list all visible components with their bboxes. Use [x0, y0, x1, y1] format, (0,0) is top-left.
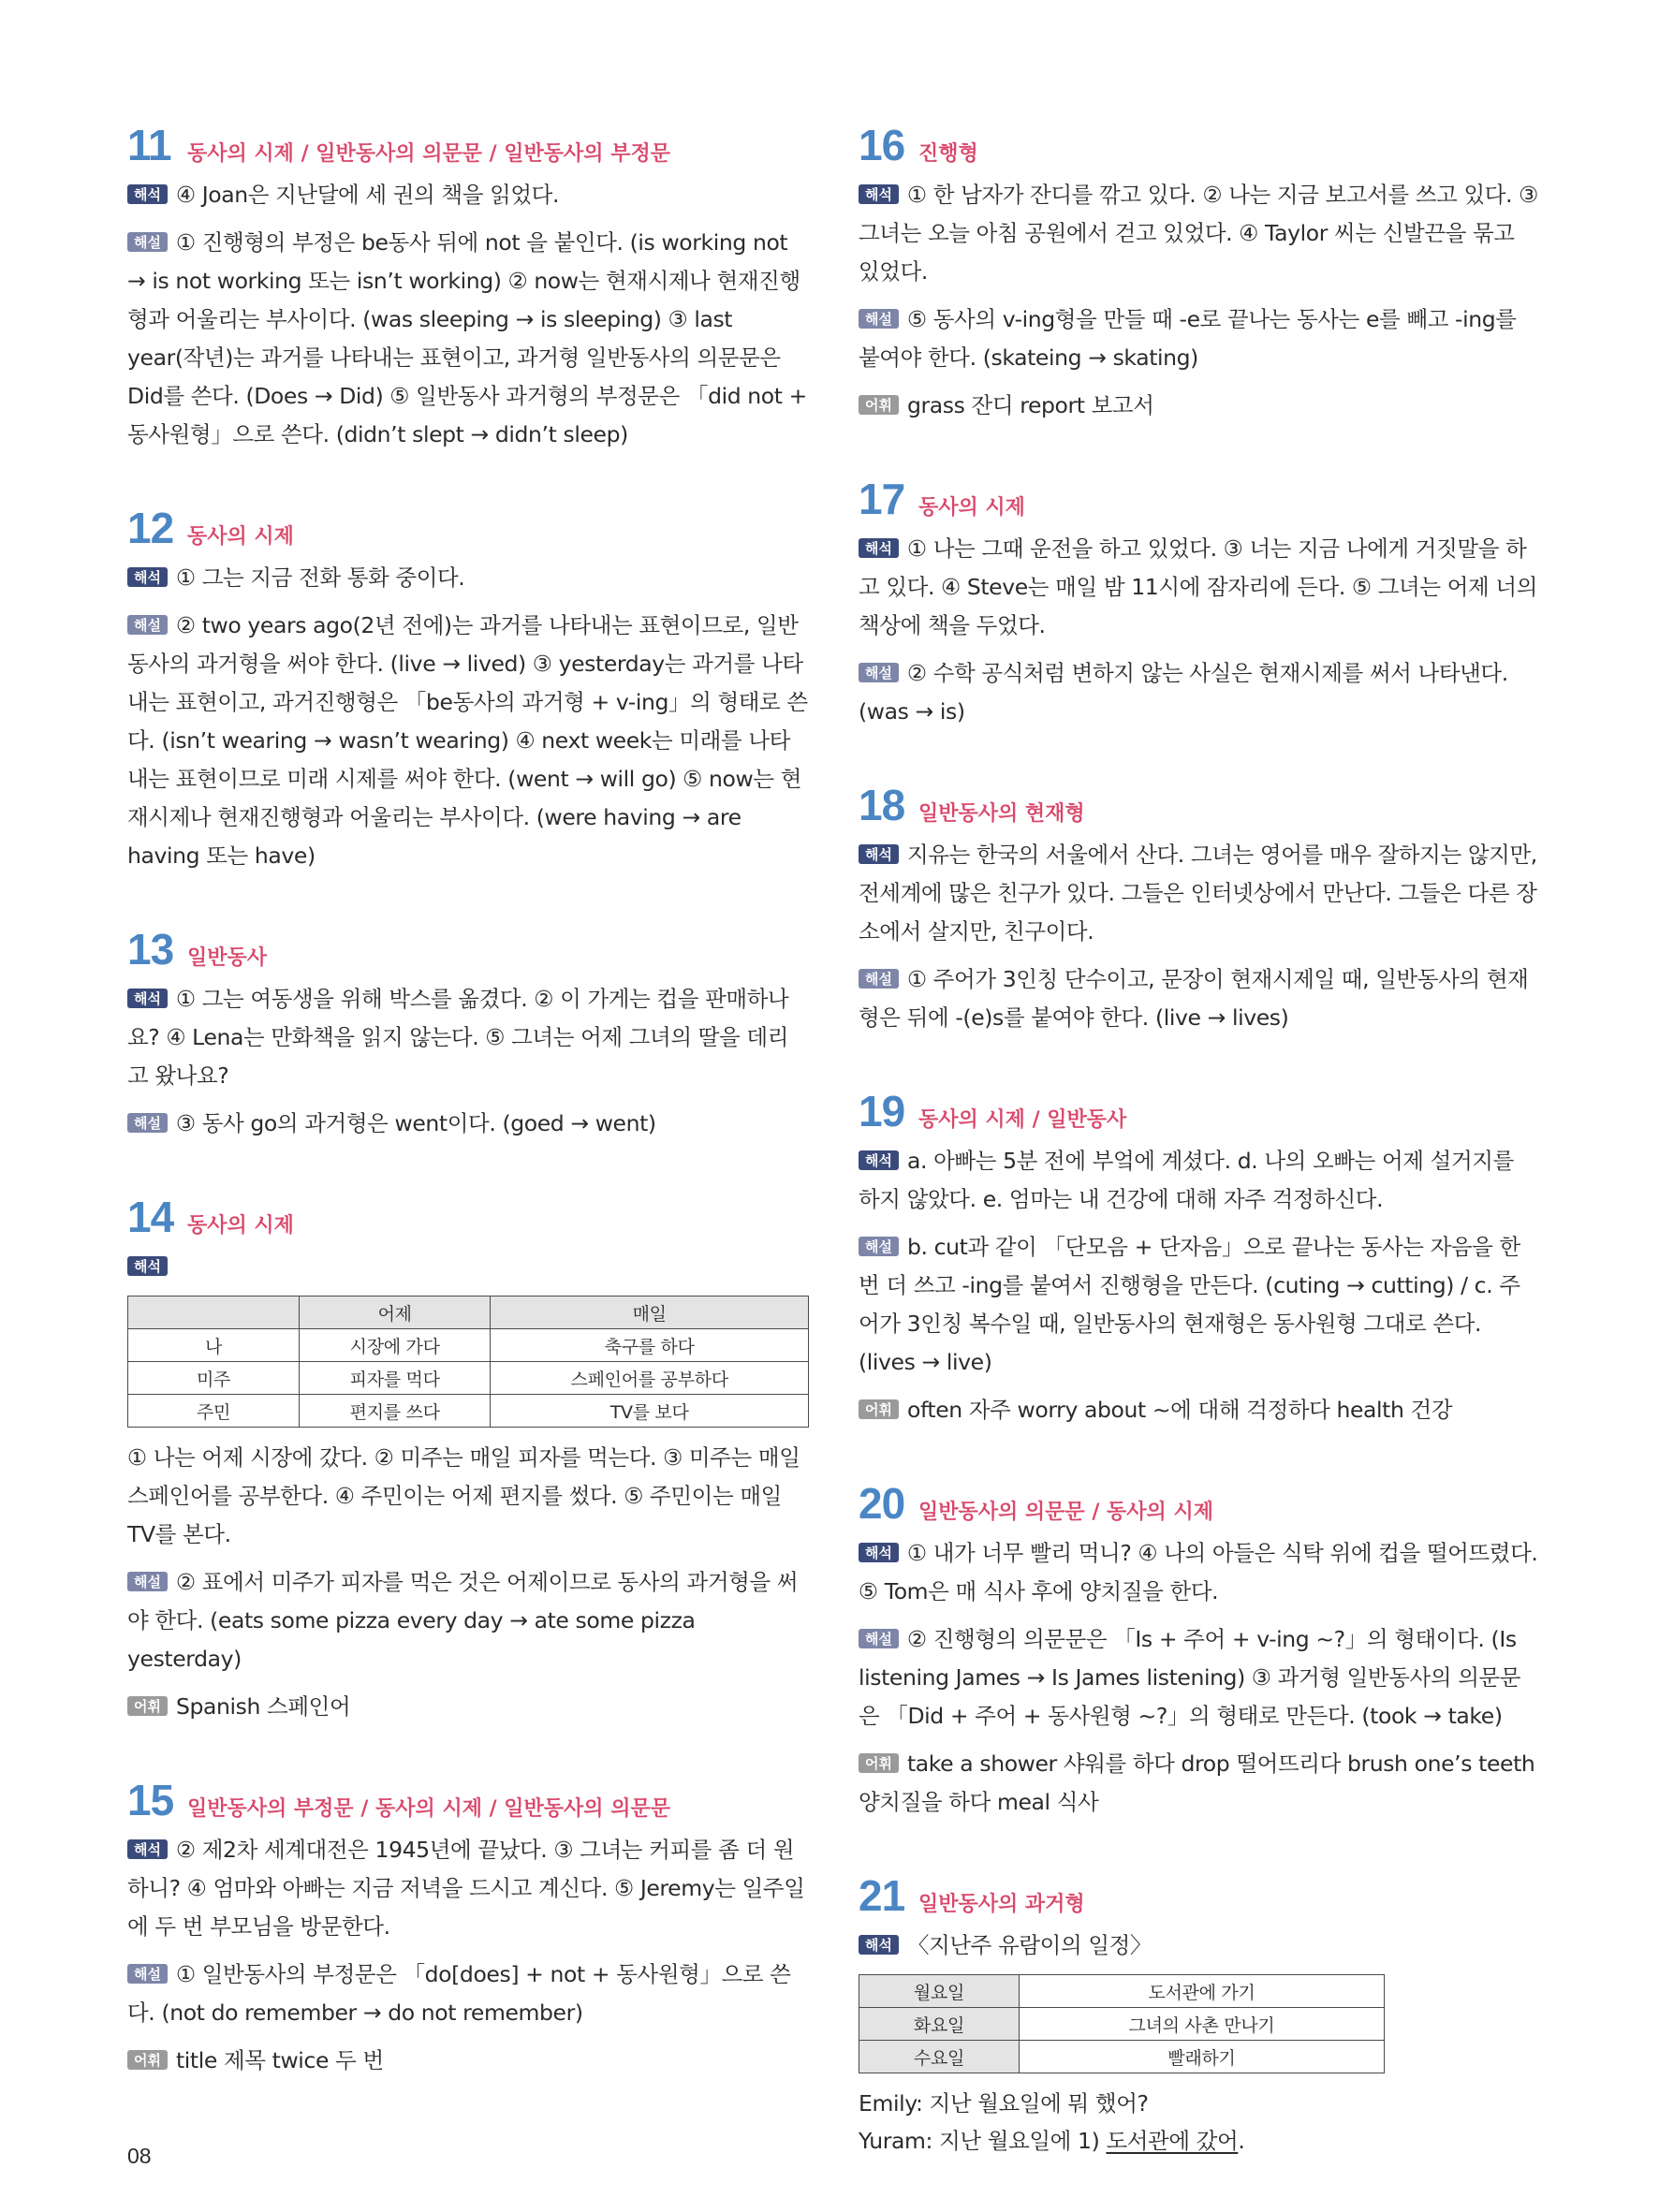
block-text: ② 제2차 세계대전은 1945년에 끝났다. ③ 그녀는 커피를 좀 더 원하니? ④ 엄마와 아빠는 지금 저녁을 드시고 계신다. ⑤ Jeremy는 일주일에 두 번 부모님을 방문한다. — [127, 1837, 805, 1940]
haeseok-label: 해석 — [859, 1150, 899, 1170]
section-topic: 동사의 시제 — [187, 525, 294, 549]
haeseol-label: 해설 — [859, 1237, 899, 1256]
underlined-answer: 도서관에 갔어 — [1106, 2128, 1239, 2154]
eohwi-block — [127, 2042, 809, 2080]
block-text: ① 한 남자가 잔디를 깎고 있다. ② 나는 지금 보고서를 쓰고 있다. ③ 그녀는 오늘 아침 공원에서 걷고 있었다. ④ Taylor 씨는 신발끈을 묶고 있었다. — [859, 182, 1538, 285]
question-number: 11 — [127, 121, 171, 169]
section-topic: 일반동사의 현재형 — [918, 802, 1085, 826]
answer-section-14 — [127, 1195, 809, 1726]
eohwi-block — [859, 387, 1540, 425]
haeseok-block — [127, 1831, 809, 1946]
table-header-cell: 어제 — [300, 1296, 491, 1329]
section-header — [127, 1776, 809, 1824]
table-cell: 수요일 — [859, 2041, 1020, 2073]
haeseok-block — [859, 836, 1540, 951]
question-number: 14 — [127, 1193, 174, 1241]
dialogue-line — [859, 2122, 1540, 2160]
question-number: 18 — [859, 781, 905, 829]
block-text: ① 주어가 3인칭 단수이고, 문장이 현재시제일 때, 일반동사의 현재형은 뒤에 -(e)s를 붙여야 한다. (live → lives) — [859, 966, 1529, 1031]
block-text: ② 표에서 미주가 피자를 먹은 것은 어제이므로 동사의 과거형을 써야 한다. (eats some pizza every day → ate some pizza yesterday) — [127, 1569, 799, 1672]
haeseol-block — [127, 224, 809, 454]
haeseol-label: 해설 — [859, 309, 899, 329]
table-cell: 미주 — [128, 1362, 300, 1395]
block-text: ① 나는 그때 운전을 하고 있었다. ③ 너는 지금 나에게 거짓말을 하고 있다. ④ Steve는 매일 밤 11시에 잠자리에 든다. ⑤ 그녀는 어제 너의 책상에 책을 두었다. — [859, 535, 1537, 638]
dialogue-text: Yuram: 지난 월요일에 1) — [859, 2128, 1107, 2154]
block-text: title 제목 twice 두 번 — [175, 2047, 384, 2073]
block-text: ④ Joan은 지난달에 세 권의 책을 읽었다. — [175, 182, 560, 208]
table-cell: 그녀의 사촌 만나기 — [1020, 2008, 1385, 2041]
haeseol-block — [127, 607, 809, 875]
section-header — [859, 121, 1540, 169]
table-header-cell — [128, 1296, 300, 1329]
table-cell: 월요일 — [859, 1975, 1020, 2008]
haeseok-block — [127, 176, 809, 214]
haeseok-block — [127, 980, 809, 1095]
table-cell: 빨래하기 — [1020, 2041, 1385, 2073]
haeseol-label: 해설 — [859, 969, 899, 989]
block-text: grass 잔디 report 보고서 — [906, 392, 1154, 418]
block-text: b. cut과 같이 「단모음 + 단자음」으로 끝나는 동사는 자음을 한번 더 쓰고 -ing를 붙여서 진행형을 만든다. (cuting → cutting) / c. 주어가 3인칭 복수일 때, 일반동사의 현재형은 동사원형 그대로 쓴다. (lives → live) — [859, 1234, 1520, 1375]
haeseol-block — [127, 1105, 809, 1143]
haeseok-label: 해석 — [127, 989, 168, 1008]
haeseok-block — [859, 530, 1540, 645]
haeseol-block — [859, 1228, 1540, 1382]
eohwi-label: 어휘 — [127, 1696, 168, 1716]
section-header — [859, 1479, 1540, 1528]
block-text: ① 진행형의 부정은 be동사 뒤에 not 을 붙인다. (is working not → is not working 또는 isn’t working) ② now는 현재시제나 현재진행형과 어울리는 부사이다. (was sleeping → is sleeping) ③ last year(작년)는 과거를 나타내는 표현이고, 과거형 일반동사의 의문문은 Did를 쓴다. (Does → Did) ⑤ 일반동사 과거형의 부정문은 「did not + 동사원형」으로 쓴다. (didn’t slept → didn’t sleep) — [127, 229, 807, 447]
question-number: 17 — [859, 475, 905, 523]
section-header — [127, 925, 809, 974]
table-cell: 나 — [128, 1329, 300, 1362]
answer-section-16 — [859, 121, 1540, 425]
section-topic: 동사의 시제 / 일반동사 — [918, 1108, 1127, 1132]
block-text: ⑤ 동사의 v-ing형을 만들 때 -e로 끝나는 동사는 e를 빼고 -ing를 붙여야 한다. (skateing → skating) — [859, 306, 1517, 371]
haeseol-label: 해설 — [127, 1113, 168, 1133]
table-row — [128, 1329, 809, 1362]
section-topic: 일반동사의 의문문 / 동사의 시제 — [918, 1501, 1213, 1524]
haeseol-label: 해설 — [127, 232, 168, 252]
question-number: 21 — [859, 1871, 905, 1920]
block-text: ③ 동사 go의 과거형은 went이다. (goed → went) — [175, 1110, 656, 1136]
section-header — [859, 475, 1540, 523]
eohwi-label: 어휘 — [127, 2050, 168, 2070]
section-header — [127, 121, 809, 169]
haeseok-label: 해석 — [127, 1839, 168, 1859]
dialogue-text: Emily: 지난 월요일에 뭐 했어? — [859, 2090, 1149, 2117]
haeseol-label: 해설 — [127, 1572, 168, 1591]
section-topic: 일반동사의 과거형 — [918, 1893, 1085, 1916]
haeseol-label: 해설 — [859, 663, 899, 682]
table-cell: 피자를 먹다 — [300, 1362, 491, 1395]
page-number: 08 — [127, 2144, 152, 2168]
block-text: a. 아빠는 5분 전에 부엌에 계셨다. d. 나의 오빠는 어제 설거지를 하지 않았다. e. 엄마는 내 건강에 대해 자주 걱정하신다. — [859, 1148, 1514, 1212]
answer-section-19 — [859, 1087, 1540, 1429]
eohwi-block — [127, 1688, 809, 1726]
haeseol-label: 해설 — [127, 615, 168, 635]
dialogue-line — [859, 2085, 1540, 2122]
answer-section-15 — [127, 1776, 809, 2080]
eohwi-label: 어휘 — [859, 1753, 899, 1773]
table-row — [859, 2008, 1385, 2041]
question-number: 15 — [127, 1776, 174, 1824]
section-header — [859, 781, 1540, 829]
section-topic: 동사의 시제 — [187, 1214, 294, 1238]
block-text: ① 그는 여동생을 위해 박스를 옮겼다. ② 이 가게는 컵을 판매하나요? ④ Lena는 만화책을 읽지 않는다. ⑤ 그녀는 어제 그녀의 딸을 데리고 왔나요? — [127, 986, 789, 1089]
answer-section-12 — [127, 506, 809, 875]
haeseol-block — [859, 300, 1540, 377]
block-text: ① 나는 어제 시장에 갔다. ② 미주는 매일 피자를 먹는다. ③ 미주는 매일 스페인어를 공부한다. ④ 주민이는 어제 편지를 썼다. ⑤ 주민이는 매일 TV를 본다. — [127, 1444, 800, 1547]
answer-section-13 — [127, 925, 809, 1143]
haeseol-block — [859, 654, 1540, 731]
section-header — [127, 1193, 809, 1241]
haeseok-block — [859, 1534, 1540, 1611]
table-row — [859, 2041, 1385, 2073]
haeseok-label: 해석 — [859, 1543, 899, 1562]
left-column — [127, 121, 809, 2132]
section-topic: 동사의 시제 — [918, 496, 1025, 520]
block-text: ② two years ago(2년 전에)는 과거를 나타내는 표현이므로, 일반동사의 과거형을 써야 한다. (live → lived) ③ yesterday는 과거를 나타내는 표현이고, 과거진행형은 「be동사의 과거형 + v-ing」의 형태로 쓴다. (isn’t wearing → wasn’t wearing) ④ next week는 미래를 나타내는 표현이므로 미래 시제를 써야 한다. (went → will go) ⑤ now는 현재시제나 현재진행형과 어울리는 부사이다. (were having → are having 또는 have) — [127, 612, 808, 869]
answer-section-18 — [859, 781, 1540, 1037]
weekly-schedule-table — [859, 1974, 1385, 2073]
section-header — [859, 1087, 1540, 1135]
haeseol-block — [127, 1956, 809, 2032]
haeseok-label: 해석 — [127, 567, 168, 587]
haeseok-block — [859, 1142, 1540, 1219]
table-header-cell: 매일 — [491, 1296, 809, 1329]
block-text: 〈지난주 유람이의 일정〉 — [906, 1932, 1152, 1958]
section-topic: 동사의 시제 / 일반동사의 의문문 / 일반동사의 부정문 — [187, 142, 670, 166]
table-row — [128, 1362, 809, 1395]
block-text: ① 그는 지금 전화 통화 중이다. — [175, 564, 465, 591]
haeseok-label: 해석 — [127, 1256, 168, 1276]
table-row — [859, 1975, 1385, 2008]
dialogue-punct: . — [1238, 2128, 1245, 2154]
table-cell: 축구를 하다 — [491, 1329, 809, 1362]
table-cell: 주민 — [128, 1395, 300, 1428]
eohwi-label: 어휘 — [859, 395, 899, 415]
haeseok-block — [127, 559, 809, 597]
eohwi-block — [859, 1391, 1540, 1429]
answer-section-21 — [859, 1871, 1540, 2160]
answer-section-17 — [859, 477, 1540, 731]
table-row — [128, 1395, 809, 1428]
haeseok-label: 해석 — [127, 184, 168, 204]
section-topic: 일반동사 — [187, 946, 268, 970]
table-cell: 시장에 가다 — [300, 1329, 491, 1362]
answer-section-20 — [859, 1479, 1540, 1822]
haeseok-label: 해석 — [859, 1935, 899, 1955]
question-number: 12 — [127, 504, 174, 552]
question-number: 19 — [859, 1087, 905, 1135]
section-topic: 진행형 — [918, 142, 978, 166]
dialogue — [859, 2085, 1540, 2160]
table-cell: TV를 보다 — [491, 1395, 809, 1428]
table-header-row — [128, 1296, 809, 1329]
section-header — [859, 1871, 1540, 1920]
explanation-text — [127, 1439, 809, 1554]
eohwi-block — [859, 1745, 1540, 1822]
table-cell: 편지를 쓰다 — [300, 1395, 491, 1428]
section-header — [127, 504, 809, 552]
haeseok-label: 해석 — [859, 538, 899, 558]
table-cell: 화요일 — [859, 2008, 1020, 2041]
answer-section-11 — [127, 121, 809, 454]
table-cell: 스페인어를 공부하다 — [491, 1362, 809, 1395]
haeseol-block — [859, 1620, 1540, 1736]
table-cell: 도서관에 가기 — [1020, 1975, 1385, 2008]
block-text: Spanish 스페인어 — [175, 1693, 351, 1720]
block-text: ① 내가 너무 빨리 먹니? ④ 나의 아들은 식탁 위에 컵을 떨어뜨렸다. ⑤ Tom은 매 식사 후에 양치질을 한다. — [859, 1540, 1538, 1604]
section-topic: 일반동사의 부정문 / 동사의 시제 / 일반동사의 의문문 — [187, 1797, 670, 1821]
block-text: 지유는 한국의 서울에서 산다. 그녀는 영어를 매우 잘하지는 않지만, 전세계에 많은 친구가 있다. 그들은 인터넷상에서 만난다. 그들은 다른 장소에서 살지만, 친구이다. — [859, 842, 1537, 945]
schedule-table — [127, 1296, 809, 1428]
block-text: ② 진행형의 의문문은 「Is + 주어 + v-ing ~?」의 형태이다. (Is listening James → Is James listening) ③ 과거형 일반동사의 의문문은 「Did + 주어 + 동사원형 ~?」의 형태로 만든다. (took → take) — [859, 1626, 1521, 1729]
block-text: take a shower 샤워를 하다 drop 떨어뜨리다 brush one’s teeth 양치질을 하다 meal 식사 — [859, 1751, 1535, 1815]
block-text: often 자주 worry about ~에 대해 걱정하다 health 건강 — [906, 1397, 1453, 1423]
haeseol-label: 해설 — [127, 1964, 168, 1984]
block-text: ① 일반동사의 부정문은 「do[does] + not + 동사원형」으로 쓴다. (not do remember → do not remember) — [127, 1961, 791, 2026]
haeseol-block — [127, 1563, 809, 1678]
block-text: ② 수학 공식처럼 변하지 않는 사실은 현재시제를 써서 나타낸다. (was → is) — [859, 660, 1508, 725]
haeseok-block — [859, 176, 1540, 291]
haeseok-label: 해석 — [859, 184, 899, 204]
right-column — [859, 121, 1540, 2212]
haeseok-label: 해석 — [859, 844, 899, 864]
eohwi-label: 어휘 — [859, 1399, 899, 1419]
haeseol-block — [859, 960, 1540, 1037]
question-number: 13 — [127, 925, 174, 974]
question-number: 20 — [859, 1479, 905, 1528]
haeseok-block — [859, 1926, 1540, 1965]
question-number: 16 — [859, 121, 905, 169]
haeseol-label: 해설 — [859, 1629, 899, 1648]
haeseok-block — [127, 1248, 809, 1286]
